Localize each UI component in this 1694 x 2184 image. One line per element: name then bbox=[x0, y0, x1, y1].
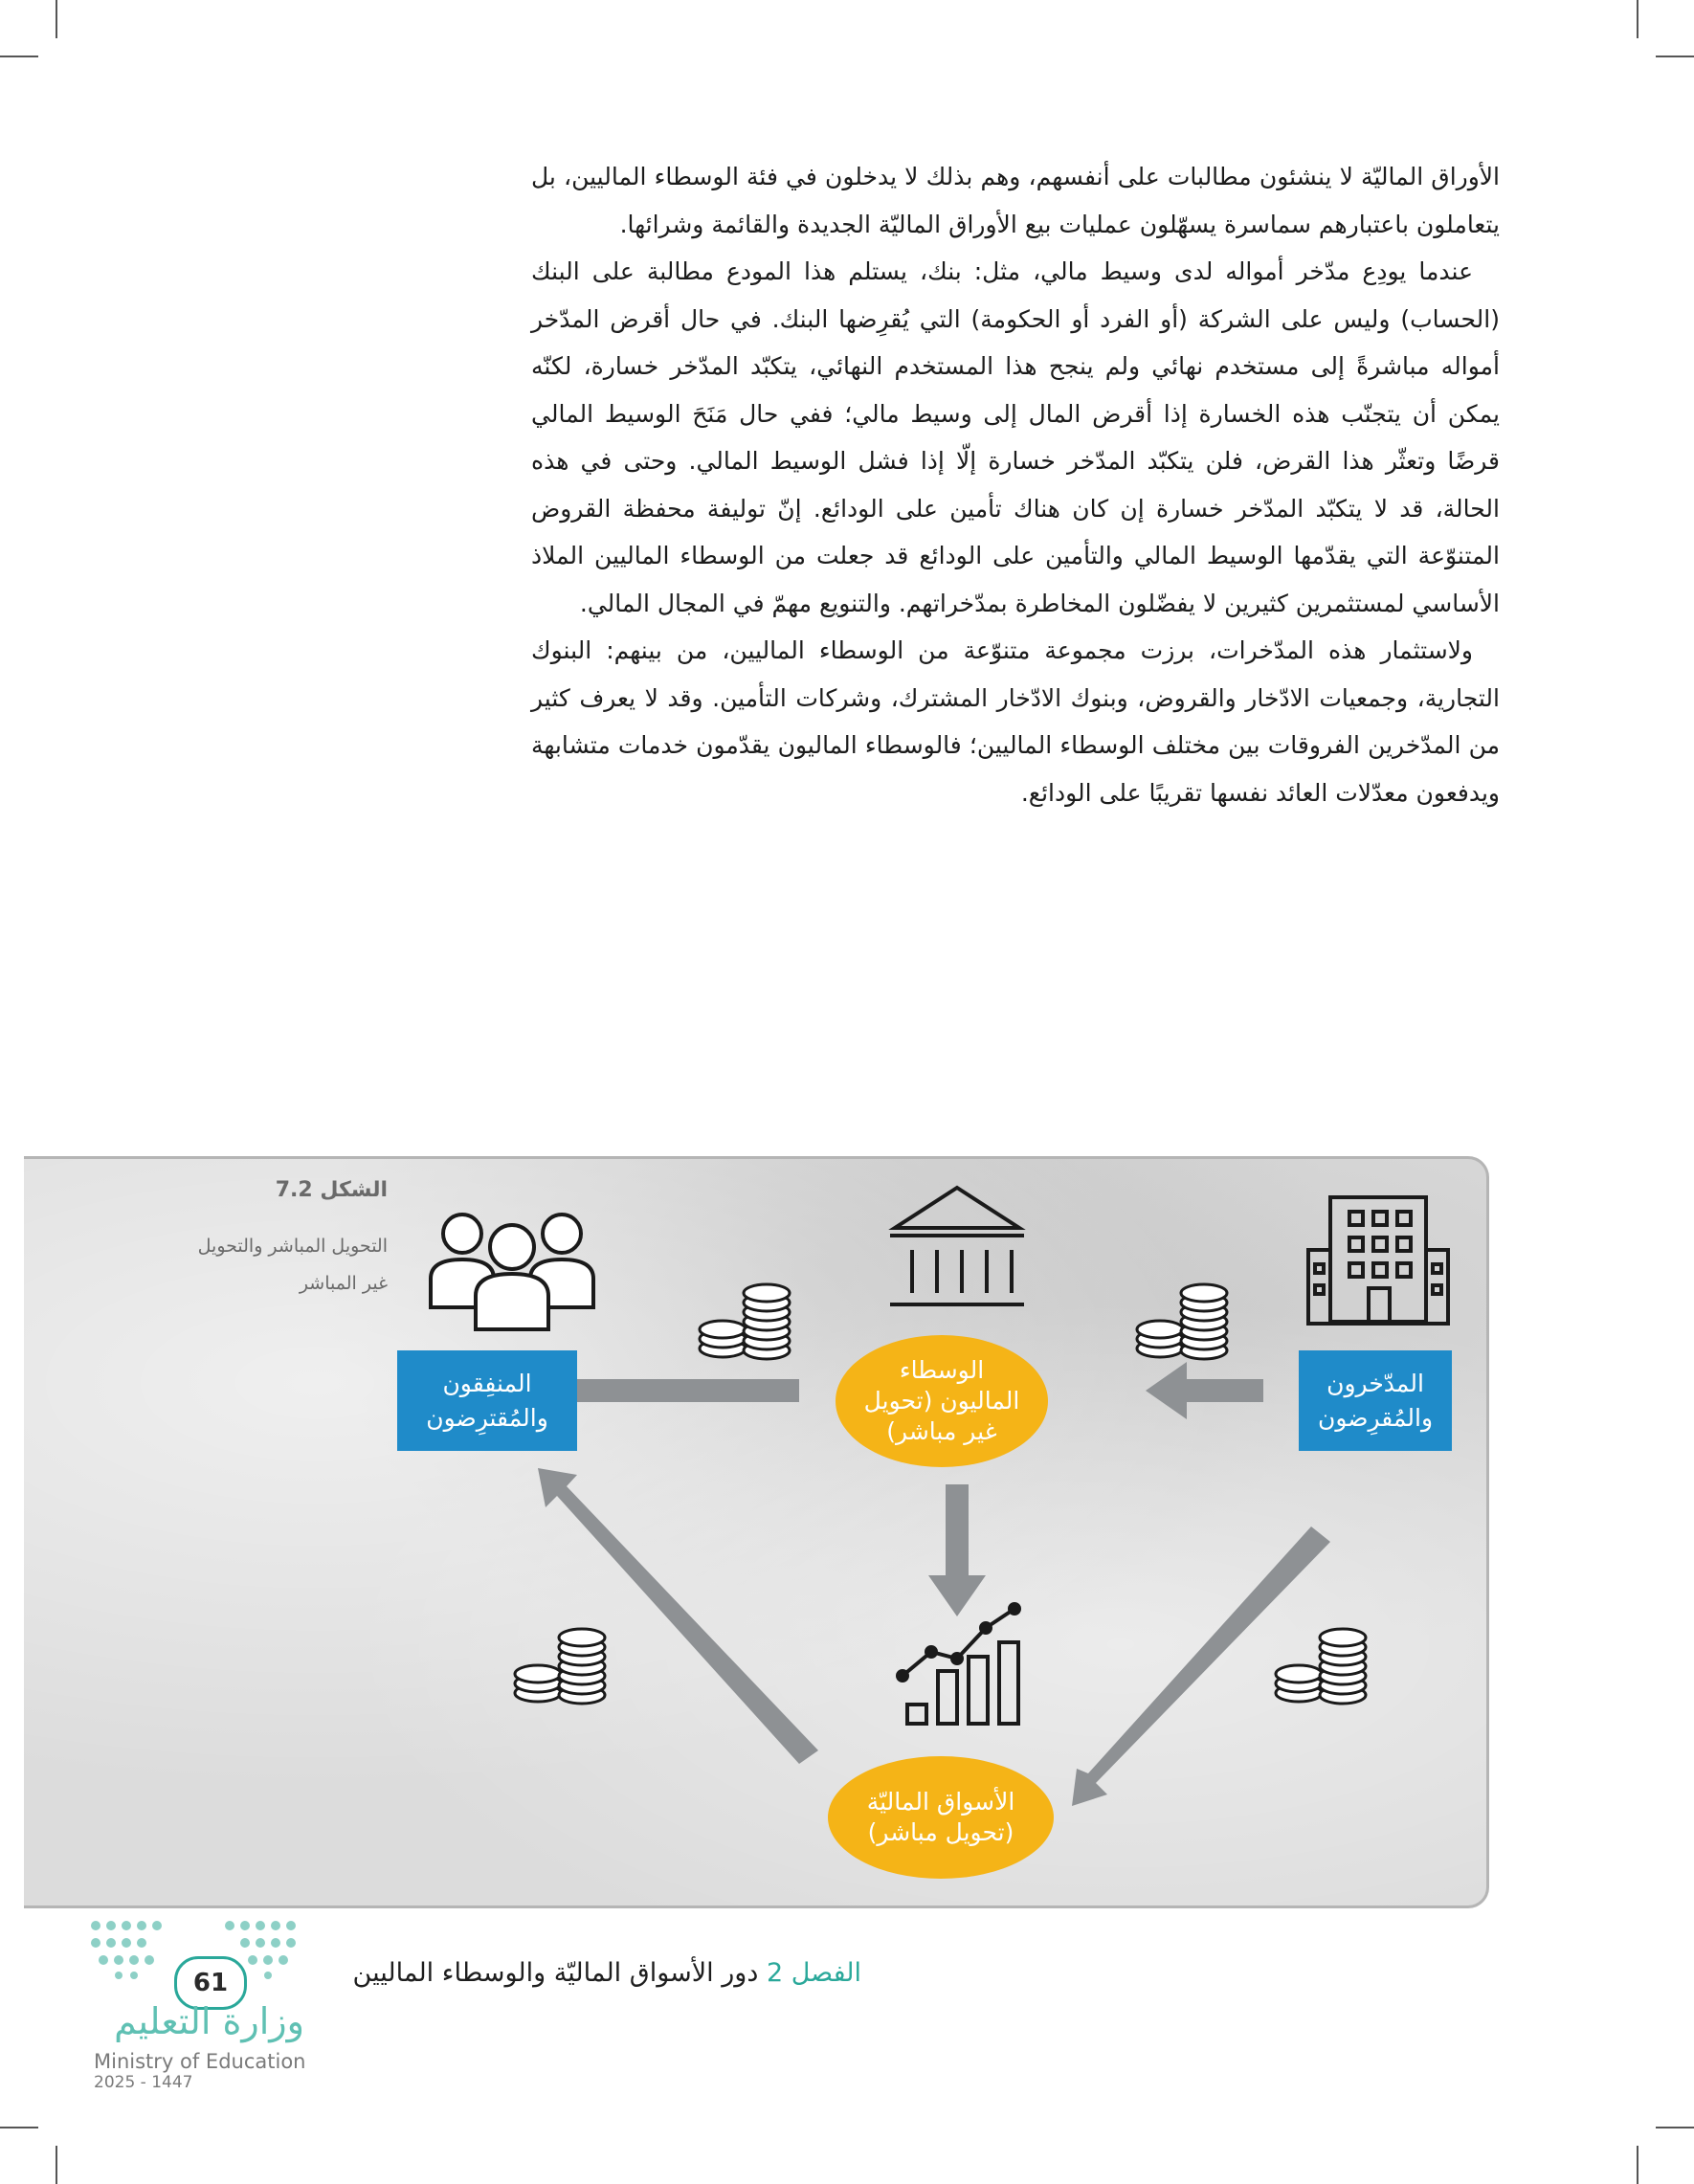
chapter-label: الفصل 2 bbox=[766, 1958, 861, 1988]
arrow-savers-to-intermediaries bbox=[1146, 1362, 1263, 1419]
bank-icon bbox=[890, 1188, 1024, 1304]
chapter-footer bbox=[297, 1958, 861, 1988]
coins-icon bbox=[700, 1284, 790, 1359]
crop-mark bbox=[0, 2127, 38, 2128]
paragraph-continued: الأوراق الماليّة لا ينشئون مطالبات على أنفسهم، وهم بذلك لا يدخلون في فئة الوسطاء الماليين، بل يتعاملون باعتبارهم سماسرة يسهّلون عمليات بيع الأوراق الماليّة الجديدة والقائمة وشرائها. bbox=[531, 163, 1500, 238]
people-icon bbox=[431, 1215, 593, 1329]
edition-year: 2025 - 1447 bbox=[94, 2073, 193, 2092]
intermediaries-label: الوسطاء bbox=[899, 1356, 985, 1384]
savers-label: المدّخرون bbox=[1326, 1369, 1424, 1397]
intermediaries-label: الماليون (تحويل bbox=[863, 1387, 1020, 1415]
crop-mark bbox=[56, 0, 57, 38]
chart-icon bbox=[898, 1604, 1019, 1724]
spenders-label: المنفِقون bbox=[442, 1369, 532, 1397]
coins-icon bbox=[1137, 1284, 1227, 1359]
ministry-name-english: Ministry of Education bbox=[94, 2050, 306, 2073]
arrow-markets-to-spenders bbox=[538, 1468, 818, 1764]
savers-lenders-box bbox=[1299, 1350, 1452, 1451]
figure-title: الشكل 7.2 bbox=[275, 1178, 388, 1202]
chapter-title: دور الأسواق الماليّة والوسطاء الماليين bbox=[352, 1958, 759, 1988]
borrowers-label: والمُقترِضون bbox=[426, 1403, 548, 1432]
body-text bbox=[531, 153, 1500, 816]
crop-mark bbox=[0, 56, 38, 57]
lenders-label: والمُقرِضون bbox=[1317, 1403, 1434, 1432]
page-number: 61 bbox=[174, 1956, 247, 2010]
crop-mark bbox=[1656, 2127, 1694, 2128]
paragraph-intermediaries: ولاستثمار هذه المدّخرات، برزت مجموعة متنوّعة من الوسطاء الماليين، من بينهم: البنوك التجارية، وجمعيات الادّخار والقروض، وبنوك الادّخار المشترك، وشركات التأمين. وقد لا يعرف كثير من المدّخرين الفروقات بين مختلف الوسطاء الماليين؛ فالوسطاء الماليون يقدّمون خدمات متشابهة ويدفعون معدّلات العائد نفسها تقريبًا على الودائع. bbox=[531, 636, 1500, 807]
markets-label: (تحويل مباشر) bbox=[867, 1818, 1014, 1846]
markets-label: الأسواق الماليّة bbox=[866, 1788, 1015, 1816]
intermediaries-label: غير مباشر) bbox=[886, 1417, 997, 1445]
building-icon bbox=[1306, 1197, 1450, 1324]
coins-icon bbox=[1276, 1629, 1366, 1704]
crop-mark bbox=[56, 2146, 57, 2184]
ministry-name-arabic: وزارة التعليم bbox=[114, 2000, 304, 2042]
figure-7-2 bbox=[24, 1156, 1489, 1908]
intermediaries-oval bbox=[836, 1335, 1048, 1467]
crop-mark bbox=[1637, 0, 1638, 38]
spenders-borrowers-box bbox=[397, 1350, 577, 1451]
paragraph-deposits: عندما يودِع مدّخر أمواله لدى وسيط مالي، مثل: بنك، يستلم هذا المودع مطالبة على البنك (الحساب) وليس على الشركة (أو الفرد أو الحكومة) التي يُقرِضها البنك. في حال أقرض المدّخر أمواله مباشرةً إلى مستخدم نهائي ولم ينجح هذا المستخدم النهائي، يتكبّد المدّخر خسارة، لكنّه يمكن أن يتجنّب هذه الخسارة إذا أقرض المال إلى وسيط مالي؛ ففي حال مَنَحَ الوسيط المالي قرضًا وتعثّر هذا القرض، فلن يتكبّد المدّخر خسارة إلّا إذا فشل الوسيط المالي. وحتى في هذه الحالة، قد لا يتكبّد المدّخر خسارة إن كان هناك تأمين على الودائع. إنّ توليفة محفظة القروض المتنوّعة التي يقدّمها الوسيط المالي والتأمين على الودائع قد جعلت من الوسطاء الماليين الملاذ الأساسي لمستثمرين كثيرين لا يفضّلون المخاطرة بمدّخراتهم. والتنويع مهمّ في المجال المالي. bbox=[531, 257, 1500, 617]
crop-mark bbox=[1637, 2146, 1638, 2184]
markets-oval bbox=[828, 1756, 1054, 1879]
coins-icon bbox=[515, 1629, 605, 1704]
figure-caption: التحويل المباشر والتحويل غير المباشر bbox=[197, 1236, 388, 1294]
crop-mark bbox=[1656, 56, 1694, 57]
arrow-intermediaries-to-markets bbox=[928, 1484, 986, 1616]
